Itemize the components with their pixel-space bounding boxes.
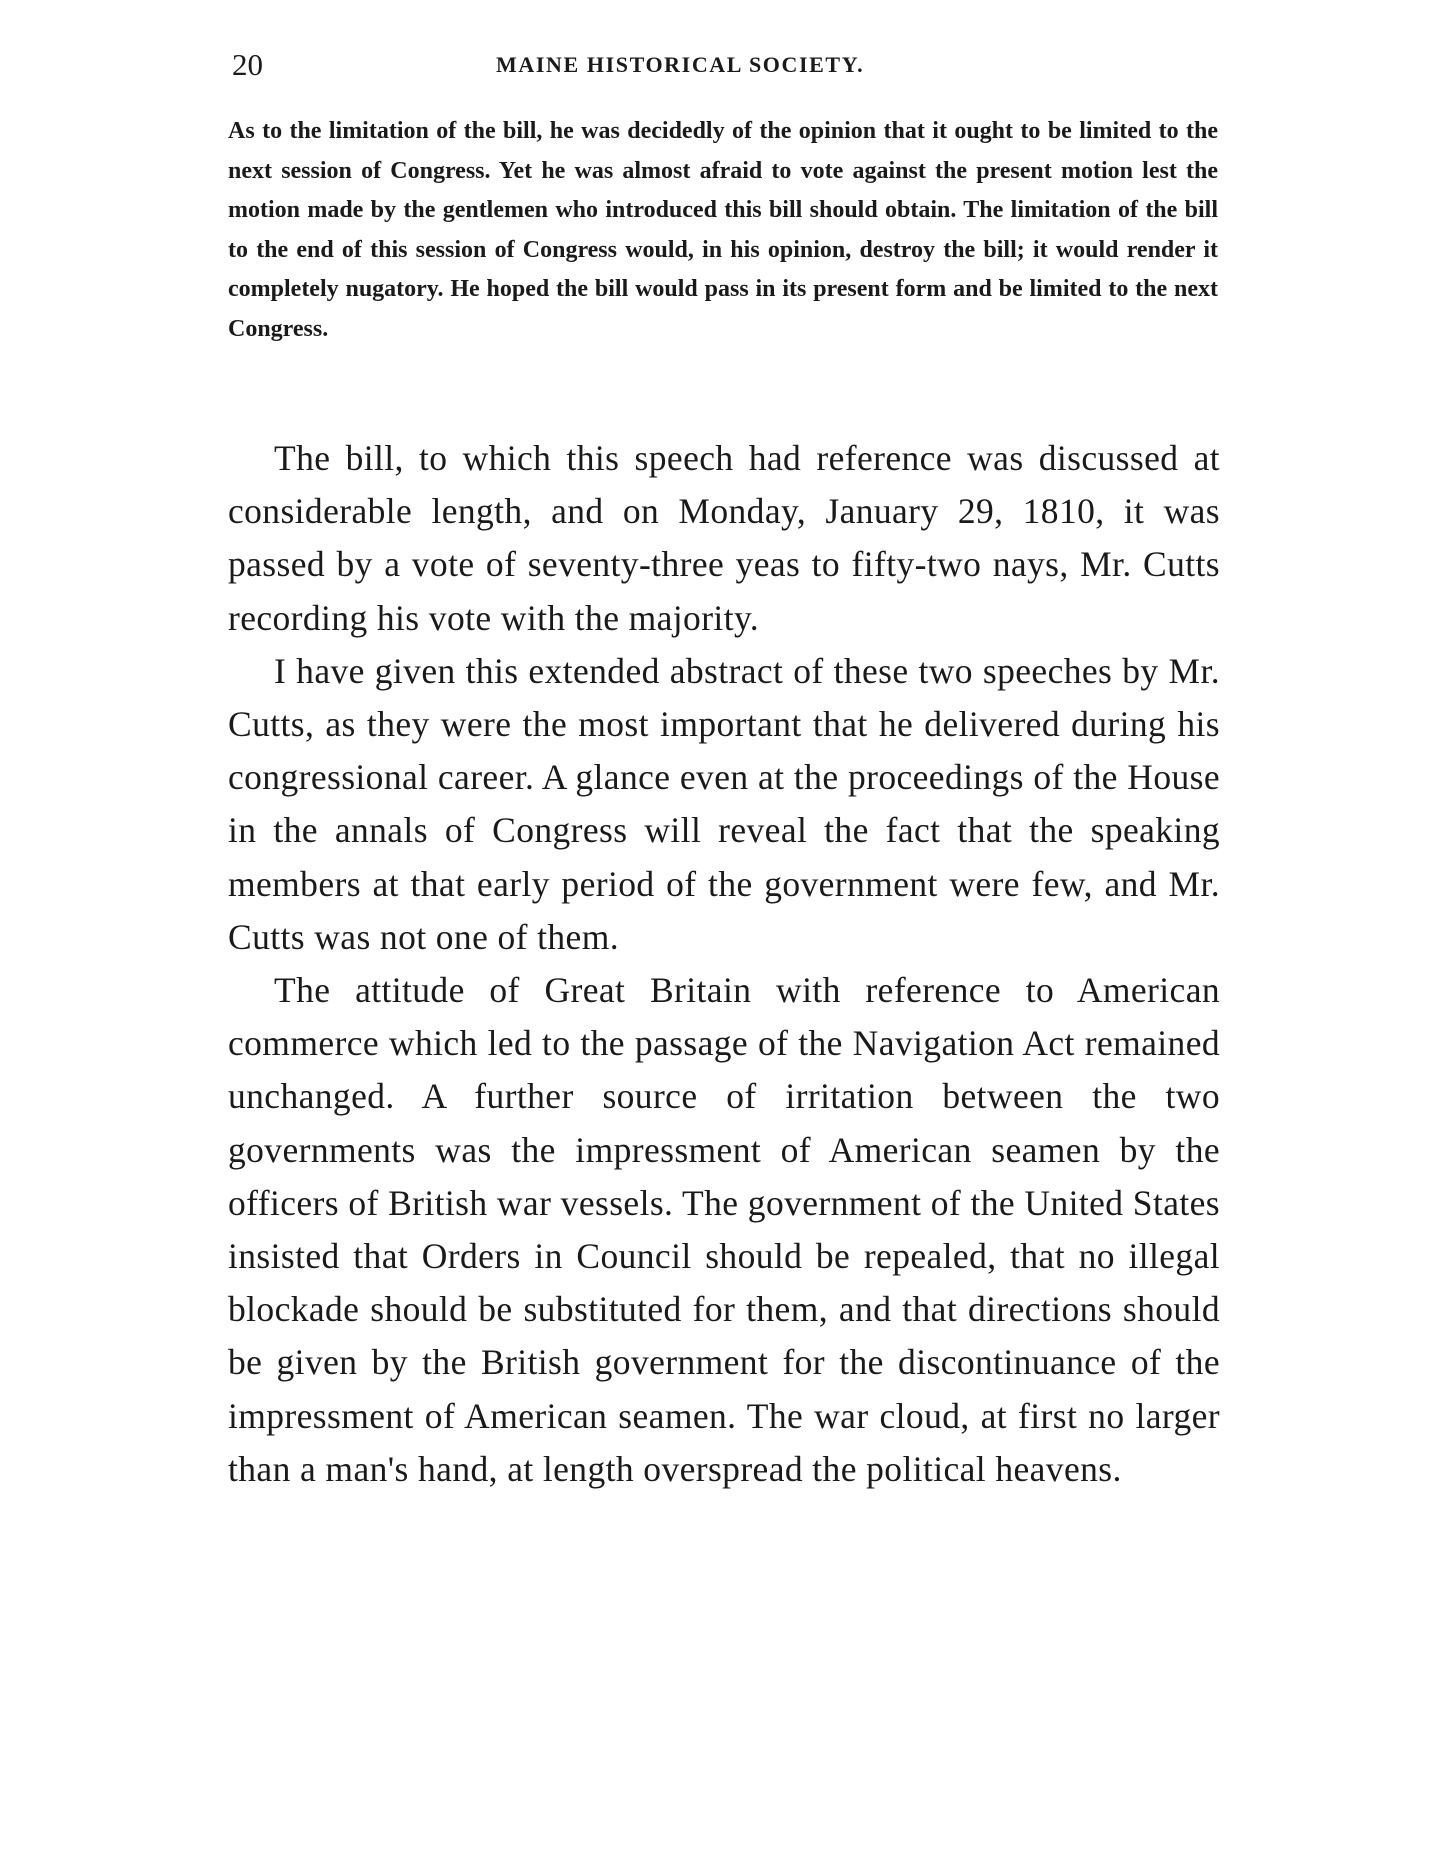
paragraph-speeches-abstract: I have given this extended abstract of these two speeches by Mr. Cutts, as they were the most important that he delivered during his congressional career. A glance even at the proceedings of the House in the annals of Congress will reveal the fact that the speaking members at that early period of the government were few, and Mr. Cutts was not one of them. xyxy=(228,650,1220,957)
paragraph-bill-vote: The bill, to which this speech had reference was discussed at considerable length, and on Monday, January 29, 1810, it was passed by a vote of seventy-three yeas to fifty-two nays, Mr. Cutts recording his vote with the majority. xyxy=(228,438,1220,638)
body-text xyxy=(228,432,1220,1496)
page-number: 20 xyxy=(232,47,263,82)
paragraph-great-britain-attitude: The attitude of Great Britain with reference to American commerce which led to the passage of the Navigation Act remained unchanged. A further source of irritation between the two governments was the impressment of American seamen by the officers of British war vessels. The government of the United States insisted that Orders in Council should be repealed, that no illegal blockade should be substituted for them, and that directions should be given by the British government for the discontinuance of the impressment of American seamen. The war cloud, at first no larger than a man's hand, at length overspread the political heavens. xyxy=(228,970,1220,1489)
quoted-speech-text: As to the limitation of the bill, he was decidedly of the opinion that it ought to be limited to the next session of Congress. Yet he was almost afraid to vote against the present motion lest the motion made by the gentlemen who introduced this bill should obtain. The limitation of the bill to the end of this session of Congress would, in his opinion, destroy the bill; it would render it completely nugatory. He hoped the bill would pass in its present form and be limited to the next Congress. xyxy=(228,118,1218,342)
journal-title: MAINE HISTORICAL SOCIETY. xyxy=(496,52,865,77)
quoted-speech-block xyxy=(228,112,1218,350)
running-head xyxy=(232,40,1212,90)
